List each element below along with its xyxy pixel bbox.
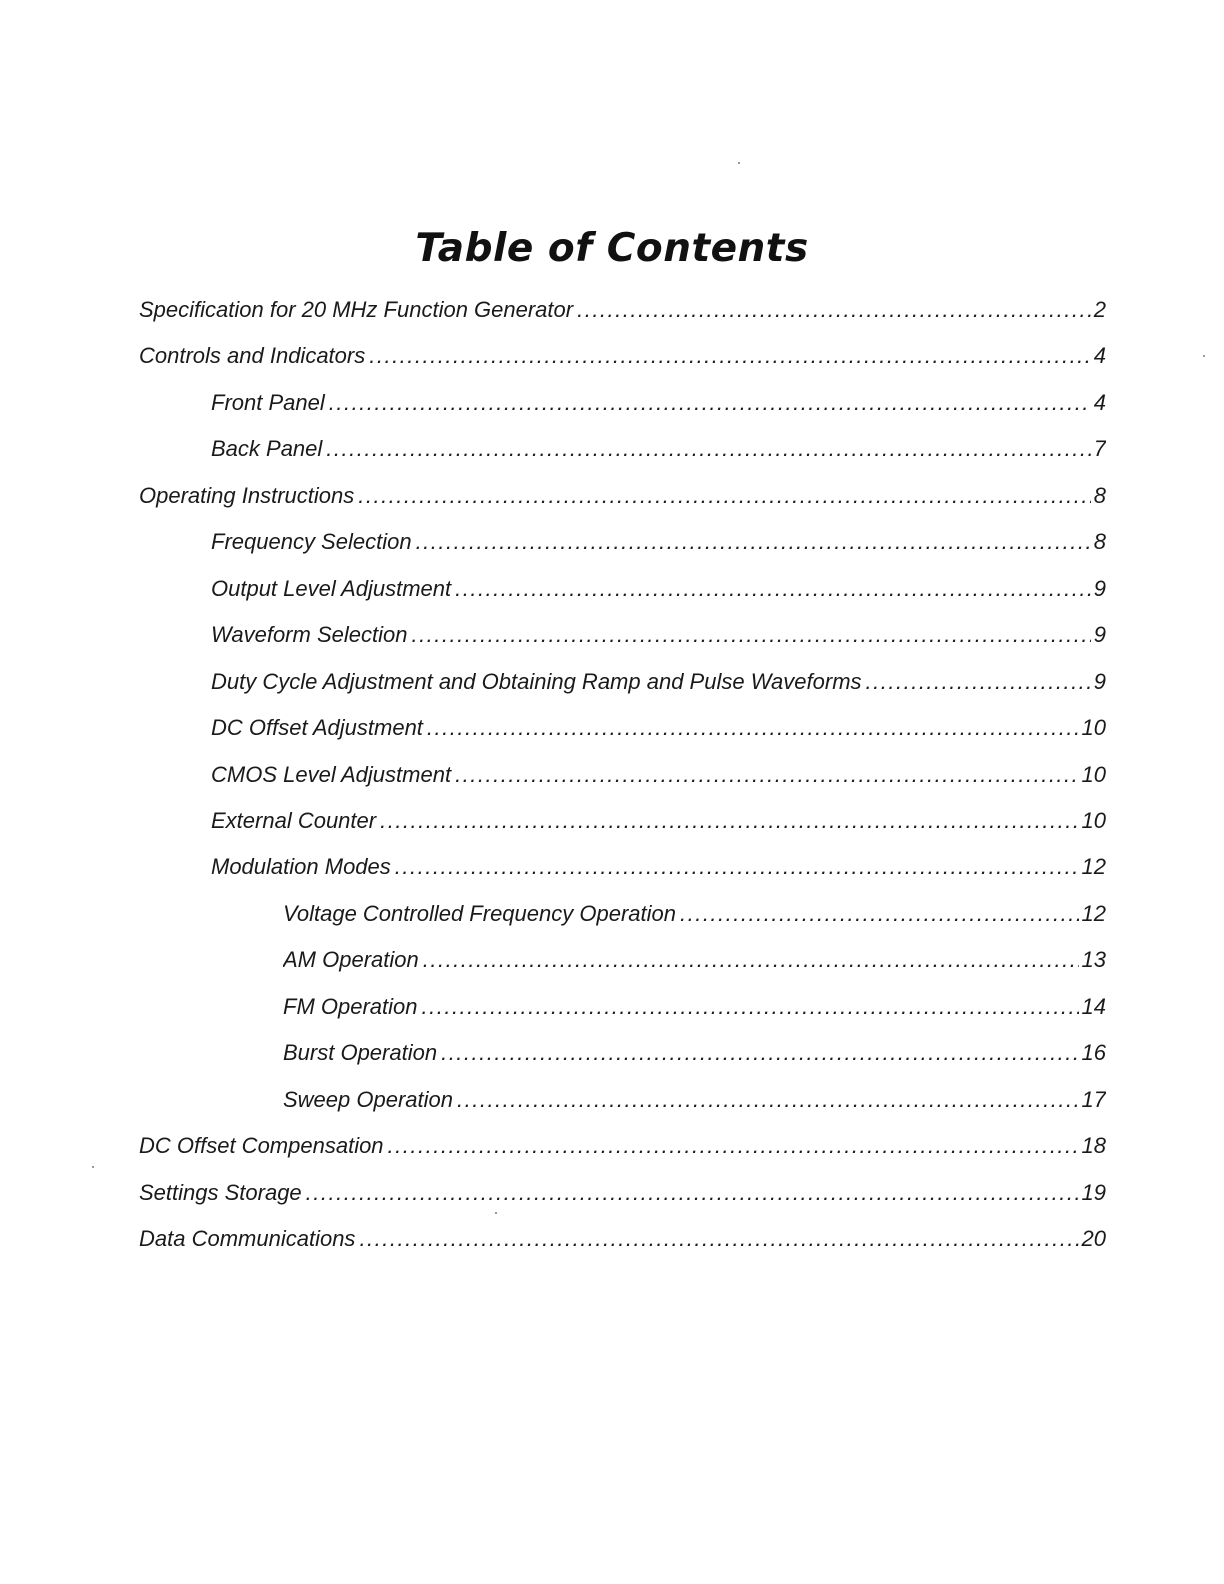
toc-entry-label: DC Offset Compensation — [139, 1133, 384, 1158]
toc-entry[interactable] — [211, 665, 1106, 699]
toc-entry-page-number: 16 — [1081, 1040, 1106, 1065]
toc-entry-label: Settings Storage — [139, 1180, 302, 1205]
toc-entry-label: Duty Cycle Adjustment and Obtaining Ramp and Pulse Waveforms — [211, 669, 862, 694]
toc-entry-page-number: 10 — [1081, 715, 1106, 740]
toc-entry-label: DC Offset Adjustment — [211, 715, 423, 740]
toc-entry-page-number: 9 — [1093, 576, 1106, 601]
dot-leader — [369, 339, 1091, 373]
toc-entry-label: CMOS Level Adjustment — [211, 762, 452, 787]
toc-entry-label: Back Panel — [211, 436, 323, 461]
toc-entry-page-number: 4 — [1093, 343, 1106, 368]
toc-entry-label: Output Level Adjustment — [211, 576, 452, 601]
dot-leader — [306, 1176, 1079, 1210]
toc-entry-page-number: 8 — [1093, 483, 1106, 508]
dot-leader — [411, 618, 1090, 652]
toc-entry-label: Sweep Operation — [283, 1087, 453, 1112]
dot-leader — [326, 432, 1090, 466]
toc-entry-label: Modulation Modes — [211, 854, 391, 879]
toc-entry-label: Front Panel — [211, 390, 325, 415]
toc-entry-label: Operating Instructions — [139, 483, 355, 508]
toc-entry-page-number: 14 — [1081, 994, 1106, 1019]
scan-speck — [495, 1212, 497, 1214]
toc-entry[interactable] — [211, 850, 1106, 884]
dot-leader — [457, 1083, 1079, 1117]
toc-entry-page-number: 9 — [1093, 622, 1106, 647]
dot-leader — [455, 572, 1091, 606]
dot-leader — [866, 665, 1091, 699]
dot-leader — [423, 943, 1079, 977]
toc-entry[interactable] — [211, 758, 1106, 792]
toc-entry-label: Frequency Selection — [211, 529, 412, 554]
toc-entry-page-number: 13 — [1081, 947, 1106, 972]
toc-entry[interactable] — [283, 1036, 1106, 1070]
dot-leader — [388, 1129, 1079, 1163]
dot-leader — [395, 850, 1079, 884]
toc-entry[interactable] — [139, 479, 1106, 513]
scan-speck — [1203, 355, 1205, 357]
toc-entry-page-number: 9 — [1093, 669, 1106, 694]
toc-entry-page-number: 2 — [1093, 297, 1106, 322]
toc-entry-label: Data Communications — [139, 1226, 356, 1251]
toc-entry-label: Voltage Controlled Frequency Operation — [283, 901, 676, 926]
toc-entry-page-number: 12 — [1081, 901, 1106, 926]
dot-leader — [427, 711, 1079, 745]
dot-leader — [380, 804, 1078, 838]
toc-entry-label: Specification for 20 MHz Function Generator — [139, 297, 574, 322]
toc-entry[interactable] — [211, 525, 1106, 559]
scan-speck — [92, 1166, 94, 1168]
toc-entry[interactable] — [139, 339, 1106, 373]
toc-entry-label: FM Operation — [283, 994, 418, 1019]
toc-entry-label: Waveform Selection — [211, 622, 408, 647]
toc-entry[interactable] — [211, 386, 1106, 420]
toc-entry-label: AM Operation — [283, 947, 419, 972]
toc-entry-page-number: 19 — [1081, 1180, 1106, 1205]
dot-leader — [422, 990, 1079, 1024]
toc-entry[interactable] — [211, 618, 1106, 652]
toc-entry-page-number: 10 — [1081, 762, 1106, 787]
toc-entry-page-number: 17 — [1081, 1087, 1106, 1112]
toc-entry[interactable] — [283, 943, 1106, 977]
dot-leader — [416, 525, 1091, 559]
dot-leader — [358, 479, 1091, 513]
toc-entry[interactable] — [283, 897, 1106, 931]
toc-entry-label: Burst Operation — [283, 1040, 438, 1065]
dot-leader — [441, 1036, 1078, 1070]
toc-entry[interactable] — [139, 1176, 1106, 1210]
toc-entry[interactable] — [211, 572, 1106, 606]
toc-entry[interactable] — [283, 990, 1106, 1024]
toc-entry[interactable] — [211, 804, 1106, 838]
toc-entry-label: External Counter — [211, 808, 377, 833]
scan-speck — [738, 162, 740, 164]
toc-entry[interactable] — [211, 432, 1106, 466]
page-title: Table of Contents — [415, 226, 809, 271]
toc-entry-page-number: 4 — [1093, 390, 1106, 415]
toc-entry-page-number: 8 — [1093, 529, 1106, 554]
toc-entry-label: Controls and Indicators — [139, 343, 366, 368]
dot-leader — [680, 897, 1079, 931]
toc-entry[interactable] — [139, 1222, 1106, 1256]
dot-leader — [359, 1222, 1078, 1256]
dot-leader — [577, 293, 1091, 327]
toc-entry[interactable] — [139, 1129, 1106, 1163]
toc-entry-page-number: 10 — [1081, 808, 1106, 833]
toc-entry-page-number: 20 — [1081, 1226, 1106, 1251]
toc-entry[interactable] — [283, 1083, 1106, 1117]
dot-leader — [329, 386, 1091, 420]
toc-entry[interactable] — [211, 711, 1106, 745]
toc-entry-page-number: 12 — [1081, 854, 1106, 879]
toc-entry-page-number: 18 — [1081, 1133, 1106, 1158]
toc-entry[interactable] — [139, 293, 1106, 327]
dot-leader — [455, 758, 1078, 792]
toc-entry-page-number: 7 — [1093, 436, 1106, 461]
